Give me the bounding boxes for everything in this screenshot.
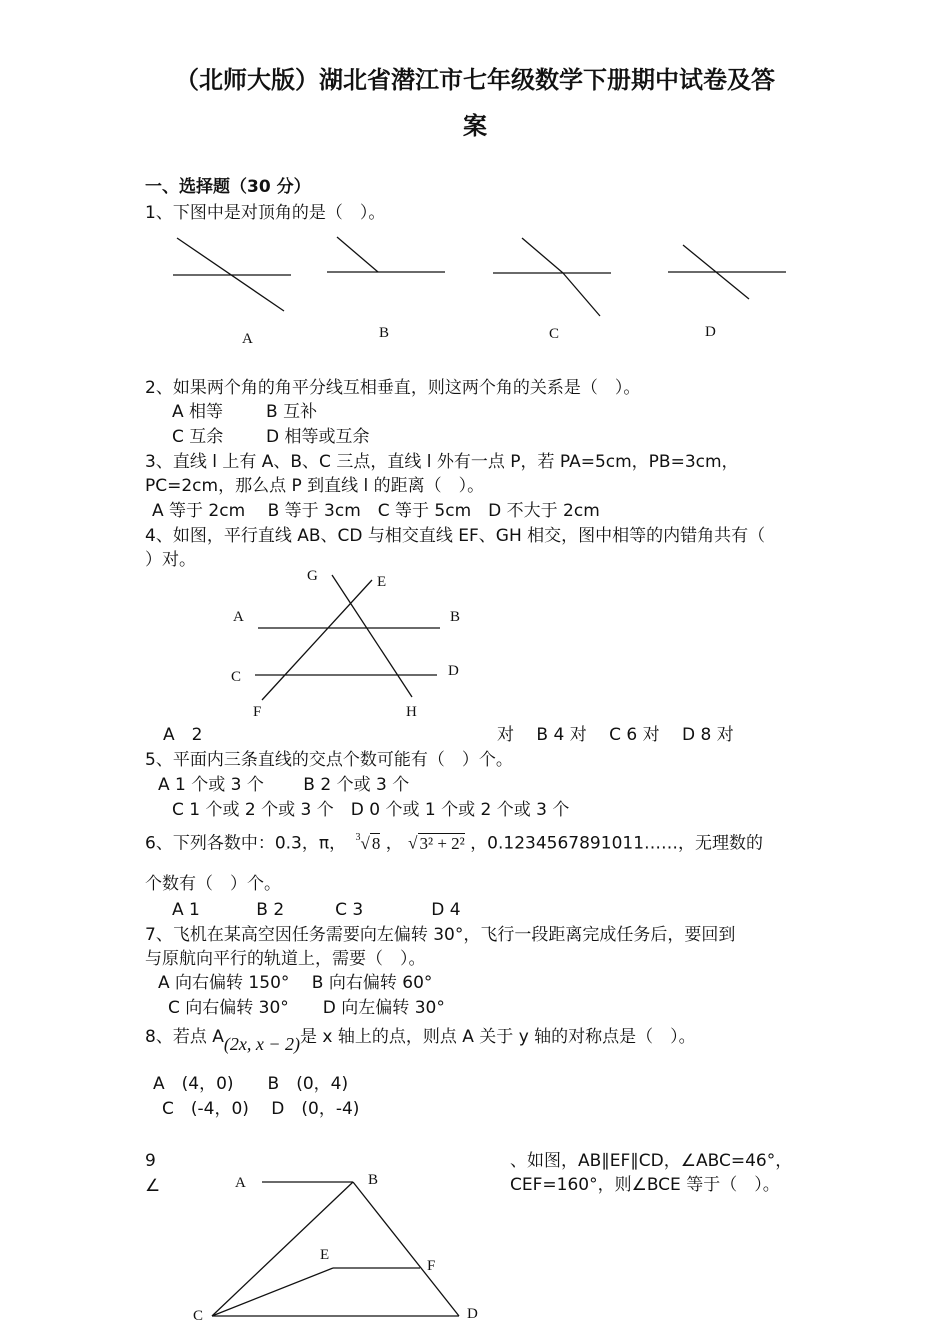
q9-line2: CEF=160°，则∠BCE 等于（ ）。 xyxy=(510,1175,780,1195)
q4-options-rest: 对 B 4 对 C 6 对 D 8 对 xyxy=(497,725,734,745)
q9-label-a: A xyxy=(235,1175,246,1191)
q1-figure-d xyxy=(668,245,786,299)
q2-option-d: D 相等或互余 xyxy=(266,427,370,447)
q7-options-row2: C 向右偏转 30° D 向左偏转 30° xyxy=(168,998,445,1018)
q3-options: A 等于 2cm B 等于 3cm C 等于 5cm D 不大于 2cm xyxy=(152,501,600,521)
page-title-line2: 案 xyxy=(463,112,487,140)
q9-label-c: C xyxy=(193,1308,204,1324)
q6-sqrt: √ 3² + 2² xyxy=(408,833,465,853)
q3-line2: PC=2cm，那么点 P 到直线 l 的距离（ ）。 xyxy=(145,476,485,496)
q9-label-f: F xyxy=(427,1258,436,1274)
q1-figure-a xyxy=(173,238,291,311)
q1-label-c: C xyxy=(549,326,560,342)
q5-stem: 5、平面内三条直线的交点个数可能有（ ）个。 xyxy=(145,750,513,770)
q8-stem xyxy=(145,1025,696,1054)
section-heading: 一、选择题（30 分） xyxy=(145,177,311,197)
q6-cube-root: $^3$√ 8 xyxy=(355,832,381,853)
q7-line1: 7、飞机在某高空因任务需要向左偏转 30°，飞行一段距离完成任务后，要回到 xyxy=(145,925,736,945)
q4-label-b: B xyxy=(450,609,461,625)
q9-figure xyxy=(212,1182,459,1316)
q6-suffix: ，0.1234567891011……，无理数的 xyxy=(470,833,764,854)
q2-option-c: C 互余 xyxy=(172,427,224,447)
q1-label-a: A xyxy=(242,331,253,347)
q8-prefix: 8、若点 A xyxy=(145,1027,224,1047)
q6-sqrt-radicand: 3² + 2² xyxy=(419,833,465,853)
q5-options-row2: C 1 个或 2 个或 3 个 D 0 个或 1 个或 2 个或 3 个 xyxy=(172,800,570,820)
q9-number: 9 xyxy=(145,1151,156,1171)
q2-option-a: A 相等 xyxy=(172,402,224,422)
q6-options: A 1 B 2 C 3 D 4 xyxy=(172,900,461,920)
q9-line1: 、如图，AB∥EF∥CD，∠ABC=46°， xyxy=(510,1151,793,1171)
q4-figure xyxy=(255,575,440,700)
q7-line2: 与原航向平行的轨道上，需要（ ）。 xyxy=(145,949,426,969)
q3-line1: 3、直线 l 上有 A、B、C 三点，直线 l 外有一点 P，若 PA=5cm，PB=3cm， xyxy=(145,452,739,472)
q4-line1: 4、如图，平行直线 AB、CD 与相交直线 EF、GH 相交，图中相等的内错角共有（ xyxy=(145,526,766,546)
q4-label-g: G xyxy=(307,568,318,584)
q1-label-d: D xyxy=(705,324,716,340)
q6-line2: 个数有（ ）个。 xyxy=(145,874,281,894)
q4-label-c: C xyxy=(231,669,242,685)
q6-cube-index: 3 xyxy=(355,832,361,843)
q4-option-a: A 2 xyxy=(163,725,203,745)
q4-label-e: E xyxy=(377,574,387,590)
q8-suffix: 是 x 轴上的点，则点 A 关于 y 轴的对称点是（ ）。 xyxy=(299,1027,696,1047)
page-title-line1: （北师大版）湖北省潜江市七年级数学下册期中试卷及答 xyxy=(175,66,775,94)
q9-label-b: B xyxy=(368,1172,379,1188)
q2-stem: 2、如果两个角的角平分线互相垂直，则这两个角的关系是（ ）。 xyxy=(145,378,641,398)
q5-options-row1: A 1 个或 3 个 B 2 个或 3 个 xyxy=(158,775,410,795)
q8-options-row1: A (4，0) B (0，4) xyxy=(153,1074,349,1094)
q4-label-d: D xyxy=(448,663,459,679)
q2-option-b: B 互补 xyxy=(266,402,318,422)
q8-coord: (2x, x − 2) xyxy=(223,1034,300,1054)
q1-figure-c xyxy=(493,238,611,316)
q9-label-d: D xyxy=(467,1306,478,1322)
q6-cube-radicand: 8 xyxy=(371,833,381,853)
q9-angle-symbol: ∠ xyxy=(145,1176,161,1196)
q4-label-a: A xyxy=(233,609,244,625)
q4-line2: ）对。 xyxy=(145,550,196,570)
q4-label-f: F xyxy=(253,704,262,720)
q4-label-h: H xyxy=(406,704,417,720)
q6-prefix: 6、下列各数中：0.3，π， xyxy=(145,833,347,854)
q7-options-row1: A 向右偏转 150° B 向右偏转 60° xyxy=(158,973,433,993)
q1-figure-b xyxy=(327,237,445,272)
q1-stem: 1、下图中是对顶角的是（ ）。 xyxy=(145,203,386,223)
q9-label-e: E xyxy=(320,1247,330,1263)
q8-options-row2: C (-4，0) D (0，-4) xyxy=(162,1099,360,1119)
q6-line1: 6、下列各数中：0.3，π， $^3$√ 8 ， √ 3² + 2² ，0.1234567891011……，无理数的 xyxy=(145,832,764,854)
q1-label-b: B xyxy=(379,325,390,341)
